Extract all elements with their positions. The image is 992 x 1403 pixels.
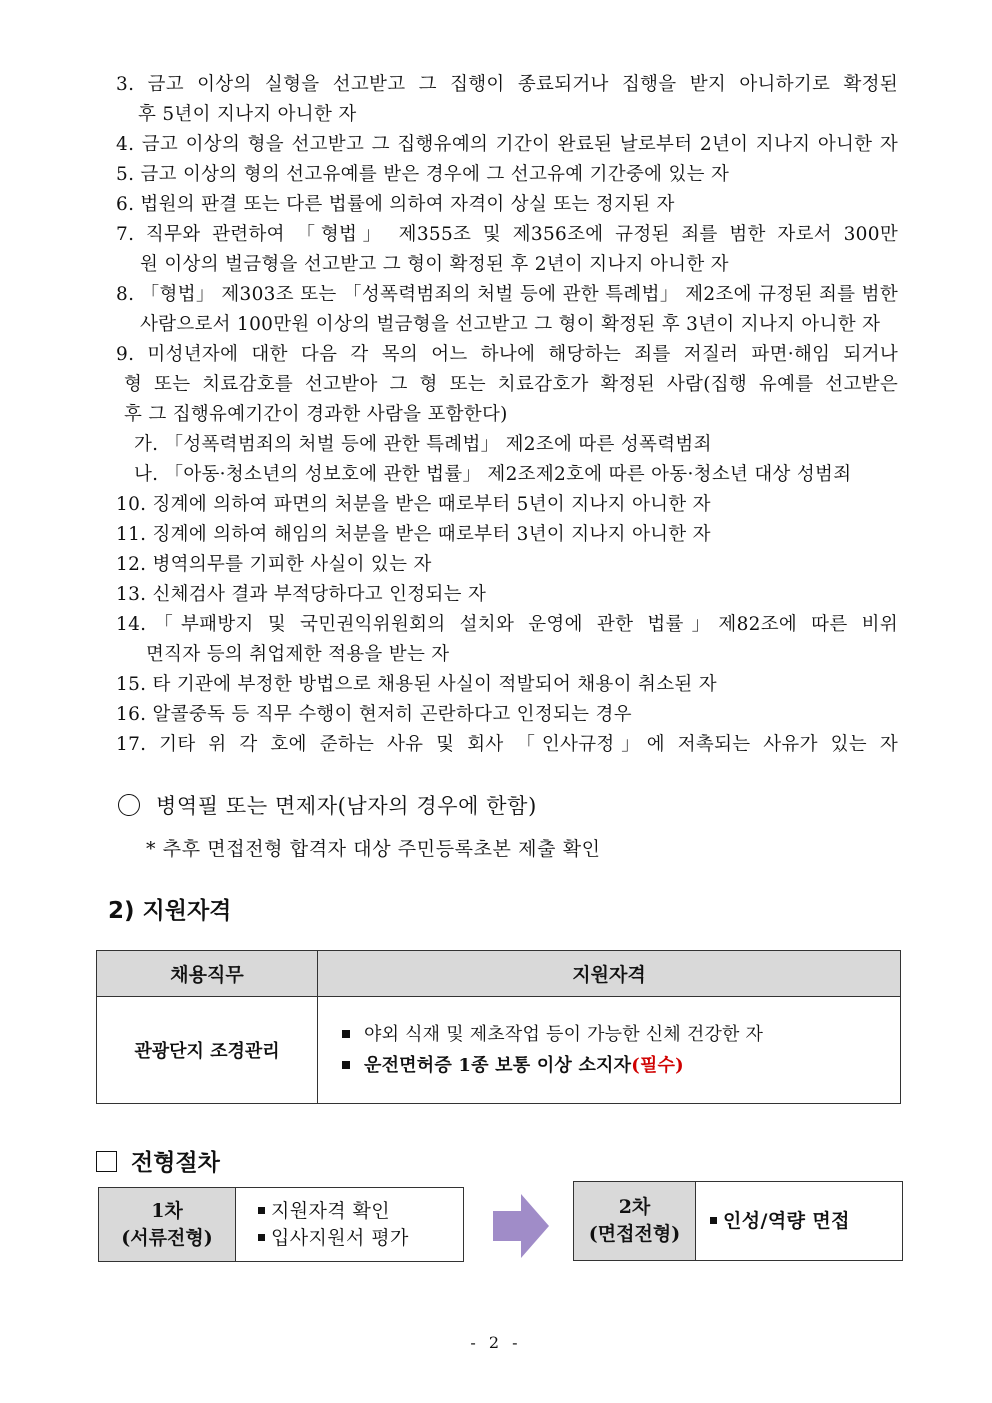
right-arrow-icon bbox=[493, 1194, 549, 1258]
stage-1-title bbox=[99, 1188, 236, 1261]
job-cell: 관광단지 조경관리 bbox=[97, 997, 318, 1104]
stage-2-item bbox=[710, 1208, 850, 1235]
stage-2-box bbox=[573, 1181, 903, 1261]
stage-1-items bbox=[236, 1188, 409, 1261]
square-bullet-icon bbox=[258, 1207, 265, 1214]
criteria-line: 원 이상의 벌금형을 선고받고 그 형이 확정된 후 2년이 지나지 아니한 자 bbox=[140, 254, 729, 275]
military-heading-text: 병역필 또는 면제자(남자의 경우에 한함) bbox=[156, 794, 537, 818]
requirement-item bbox=[342, 1019, 899, 1050]
header-qualification: 지원자격 bbox=[318, 951, 901, 997]
stage-1-item bbox=[258, 1198, 409, 1225]
criteria-line: 면직자 등의 취업제한 적용을 받는 자 bbox=[146, 644, 450, 665]
military-note: * 추후 면접전형 합격자 대상 주민등록초본 제출 확인 bbox=[146, 838, 601, 860]
requirement-cell bbox=[318, 997, 901, 1104]
criteria-line: 5. 금고 이상의 형의 선고유예를 받은 경우에 그 선고유예 기간중에 있는 자 bbox=[116, 164, 730, 185]
criteria-line: 16. 알콜중독 등 직무 수행이 현저히 곤란하다고 인정되는 경우 bbox=[116, 704, 632, 725]
criteria-line: 사람으로서 100만원 이상의 벌금형을 선고받고 그 형이 확정된 후 3년이 지나지 아니한 자 bbox=[140, 314, 881, 335]
qualification-table bbox=[96, 950, 901, 1104]
square-bullet-icon bbox=[342, 1030, 350, 1038]
criteria-line: 10. 징계에 의하여 파면의 처분을 받은 때로부터 5년이 지나지 아니한 자 bbox=[116, 494, 711, 515]
stage-1-box bbox=[98, 1187, 464, 1262]
stage-1-item-text: 지원자격 확인 bbox=[271, 1199, 390, 1222]
criteria-line: 14.「부패방지 및 국민권익위원회의 설치와 운영에 관한 법률」제82조에 따른 비위 bbox=[116, 614, 898, 635]
square-bullet-icon bbox=[258, 1234, 265, 1241]
criteria-line: 12. 병역의무를 기피한 사실이 있는 자 bbox=[116, 554, 432, 575]
criteria-line: 13. 신체검사 결과 부적당하다고 인정되는 자 bbox=[116, 584, 487, 605]
criteria-line: 3. 금고 이상의 실형을 선고받고 그 집행이 종료되거나 집행을 받지 아니하기로 확정된 bbox=[116, 74, 898, 95]
square-bullet-icon bbox=[710, 1217, 717, 1224]
stage-2-items bbox=[696, 1182, 850, 1260]
criteria-line: 4. 금고 이상의 형을 선고받고 그 집행유예의 기간이 완료된 날로부터 2년이 지나지 아니한 자 bbox=[116, 134, 898, 155]
criteria-line: 15. 타 기관에 부정한 방법으로 채용된 사실이 적발되어 채용이 취소된 자 bbox=[116, 674, 717, 695]
stage-1-item bbox=[258, 1225, 409, 1252]
criteria-line: 6. 법원의 판결 또는 다른 법률에 의하여 자격이 상실 또는 정지된 자 bbox=[116, 194, 675, 215]
requirement-text: 운전면허증 1종 보통 이상 소지자 bbox=[364, 1055, 632, 1076]
stage-1-name: (서류전형) bbox=[121, 1226, 213, 1249]
criteria-subitem: 나. 「아동·청소년의 성보호에 관한 법률」 제2조제2호에 따른 아동·청소년 대상 성범죄 bbox=[134, 464, 852, 485]
process-heading-text: 전형절차 bbox=[131, 1150, 220, 1176]
criteria-line: 후 5년이 지나지 아니한 자 bbox=[138, 104, 357, 125]
page-number: - 2 - bbox=[470, 1333, 522, 1352]
criteria-line: 17. 기타 위 각 호에 준하는 사유 및 회사 「인사규정」에 저촉되는 사유가 있는 자 bbox=[116, 734, 898, 755]
criteria-line: 형 또는 치료감호를 선고받아 그 형 또는 치료감호가 확정된 사람(집행 유예를 선고받은 bbox=[124, 374, 898, 395]
process-heading bbox=[96, 1146, 220, 1180]
criteria-line: 7. 직무와 관련하여 「형법」 제355조 및 제356조에 규정된 죄를 범한 자로서 300만 bbox=[116, 224, 898, 245]
requirement-item bbox=[342, 1050, 899, 1081]
criteria-subitem: 가. 「성폭력범죄의 처벌 등에 관한 특례법」 제2조에 따른 성폭력범죄 bbox=[134, 434, 712, 455]
stage-2-item-text: 인성/역량 면접 bbox=[723, 1209, 850, 1232]
square-bullet-icon bbox=[342, 1061, 350, 1069]
criteria-line: 11. 징계에 의하여 해임의 처분을 받은 때로부터 3년이 지나지 아니한 자 bbox=[116, 524, 711, 545]
stage-1-number: 1차 bbox=[151, 1199, 183, 1222]
header-job: 채용직무 bbox=[97, 951, 318, 997]
military-heading bbox=[118, 790, 537, 822]
criteria-line: 8. 「형법」 제303조 또는 「성폭력범죄의 처벌 등에 관한 특례법」 제2조에 규정된 죄를 범한 bbox=[116, 284, 898, 305]
stage-2-number: 2차 bbox=[618, 1196, 651, 1218]
checkbox-square-icon bbox=[96, 1151, 117, 1172]
table-row bbox=[97, 997, 901, 1104]
required-tag: (필수) bbox=[631, 1055, 684, 1076]
circle-bullet-icon bbox=[118, 794, 140, 816]
stage-2-name: (면접전형) bbox=[588, 1223, 681, 1245]
criteria-line: 후 그 집행유예기간이 경과한 사람을 포함한다) bbox=[124, 404, 508, 425]
criteria-line: 9. 미성년자에 대한 다음 각 목의 어느 하나에 해당하는 죄를 저질러 파면·해임 되거나 bbox=[116, 344, 898, 365]
stage-2-title bbox=[574, 1182, 696, 1260]
stage-1-item-text: 입사지원서 평가 bbox=[271, 1226, 409, 1249]
section-title: 2) 지원자격 bbox=[108, 898, 232, 924]
requirement-text: 야외 식재 및 제초작업 등이 가능한 신체 건강한 자 bbox=[364, 1024, 764, 1045]
table-header-row bbox=[97, 951, 901, 997]
